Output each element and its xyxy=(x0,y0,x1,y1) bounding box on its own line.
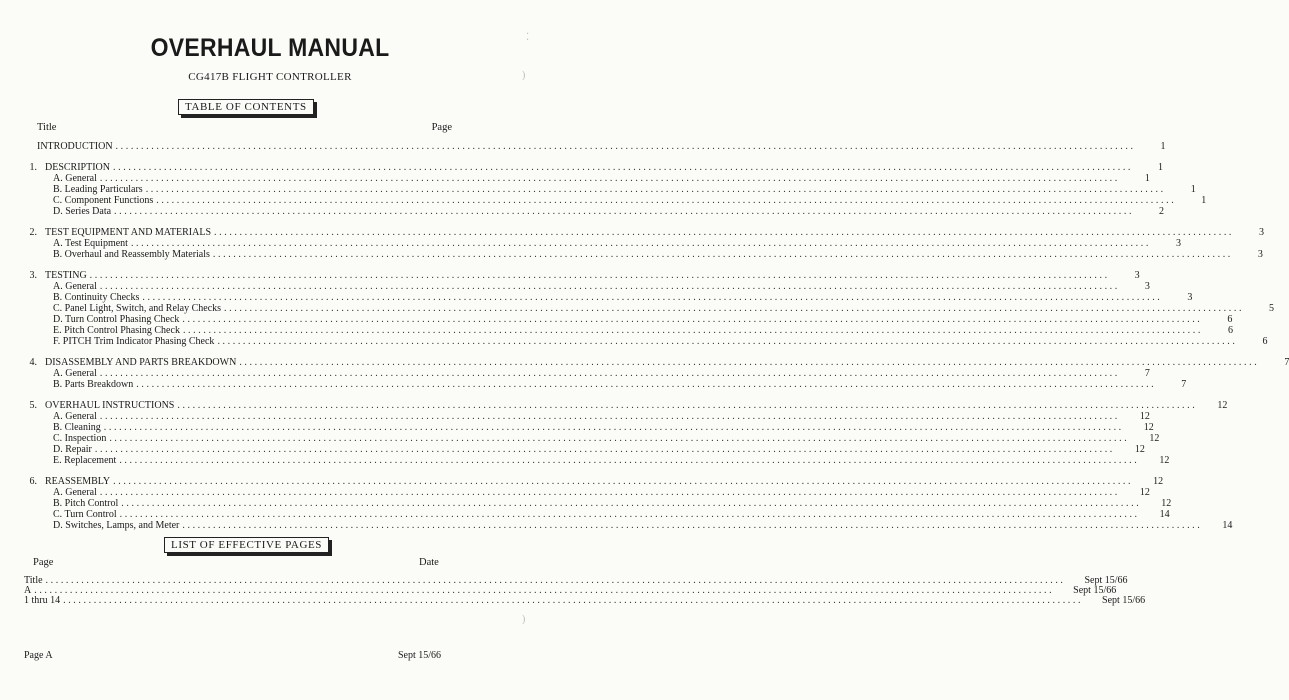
toc-entry-title: A. General xyxy=(53,281,97,292)
effective-page-date: Sept 15/66 xyxy=(1084,575,1128,586)
toc-entry-title: C. Component Functions xyxy=(53,195,154,206)
toc-section-row xyxy=(24,162,1164,173)
toc-entry-title: A. General xyxy=(53,368,97,379)
toc-entry-title: B. Cleaning xyxy=(53,422,101,433)
effective-leader-dots: ........................................................................................................................................................................................................ xyxy=(34,585,1055,596)
toc-page-number: 3 xyxy=(1144,281,1150,292)
toc-page-number: 12 xyxy=(1159,455,1170,466)
document-title: OVERHAUL MANUAL xyxy=(150,34,390,62)
toc-subsection-row xyxy=(24,195,1207,206)
effective-leader-dots: ........................................................................................................................................................................................................ xyxy=(63,595,1084,606)
toc-entry-title: DESCRIPTION xyxy=(45,162,111,173)
toc-entry-title: C. Inspection xyxy=(53,433,107,444)
toc-leader-dots: ........................................................................................................................................................................................................ xyxy=(109,433,1130,444)
toc-leader-dots: ........................................................................................................................................................................................................ xyxy=(99,368,1120,379)
scan-mark: ⁚ xyxy=(526,32,530,43)
toc-leader-dots: ........................................................................................................................................................................................................ xyxy=(217,336,1238,347)
toc-entry-title: B. Parts Breakdown xyxy=(53,379,134,390)
toc-page-number: 12 xyxy=(1153,476,1164,487)
toc-subsection-row xyxy=(24,520,1233,531)
toc-entry-title: C. Panel Light, Switch, and Relay Checks xyxy=(53,303,222,314)
toc-leader-dots: ........................................................................................................................................................................................................ xyxy=(94,444,1115,455)
toc-section-number: 1. xyxy=(29,162,37,173)
toc-entry-title: A. General xyxy=(53,411,97,422)
effective-pages-heading: LIST OF EFFECTIVE PAGES xyxy=(164,537,329,553)
toc-subsection-row xyxy=(24,433,1160,444)
toc-entry-title: OVERHAUL INSTRUCTIONS xyxy=(45,400,175,411)
toc-leader-dots: ........................................................................................................................................................................................................ xyxy=(224,303,1245,314)
toc-section-row xyxy=(24,476,1164,487)
toc-page-number: 7 xyxy=(1284,357,1289,368)
toc-section-row xyxy=(24,400,1228,411)
toc-page-number: 1 xyxy=(1144,173,1150,184)
toc-entry-title: B. Leading Particulars xyxy=(53,184,143,195)
toc-page-number: 6 xyxy=(1262,336,1268,347)
toc-section-number: 3. xyxy=(29,270,37,281)
toc-page-number: 3 xyxy=(1257,249,1263,260)
toc-page-number: 14 xyxy=(1159,509,1170,520)
toc-page-number: 12 xyxy=(1143,422,1154,433)
toc-section-row xyxy=(24,141,1166,152)
toc-leader-dots: ........................................................................................................................................................................................................ xyxy=(142,292,1163,303)
document-subtitle: CG417B FLIGHT CONTROLLER xyxy=(188,71,352,83)
toc-subsection-row xyxy=(24,422,1154,433)
effective-page-date: Sept 15/66 xyxy=(1073,585,1117,596)
toc-page-number: 1 xyxy=(1201,195,1207,206)
toc-leader-dots: ........................................................................................................................................................................................................ xyxy=(239,357,1260,368)
toc-leader-dots: ........................................................................................................................................................................................................ xyxy=(119,509,1140,520)
toc-page-number: 6 xyxy=(1227,314,1233,325)
toc-entry-title: E. Pitch Control Phasing Check xyxy=(53,325,180,336)
scan-mark: ) xyxy=(522,70,526,81)
toc-page-number: 12 xyxy=(1161,498,1172,509)
toc-subsection-row xyxy=(24,281,1150,292)
toc-page-number: 12 xyxy=(1134,444,1145,455)
toc-leader-dots: ........................................................................................................................................................................................................ xyxy=(113,162,1134,173)
toc-leader-dots: ........................................................................................................................................................................................................ xyxy=(99,281,1120,292)
toc-entry-title: INTRODUCTION xyxy=(37,141,113,152)
toc-section-row xyxy=(24,227,1265,238)
toc-leader-dots: ........................................................................................................................................................................................................ xyxy=(182,325,1203,336)
toc-entry-title: D. Repair xyxy=(53,444,92,455)
toc-entry-title: A. General xyxy=(53,173,97,184)
toc-subsection-row xyxy=(24,249,1263,260)
toc-subsection-row xyxy=(24,184,1196,195)
effective-page-row xyxy=(24,595,1146,606)
toc-leader-dots: ........................................................................................................................................................................................................ xyxy=(182,520,1203,531)
toc-entry-title: REASSEMBLY xyxy=(45,476,111,487)
toc-page-number: 6 xyxy=(1227,325,1233,336)
toc-section-number: 5. xyxy=(29,400,37,411)
toc-subsection-row xyxy=(24,368,1150,379)
toc-subsection-row xyxy=(24,303,1275,314)
toc-subsection-row xyxy=(24,379,1187,390)
footer-date: Sept 15/66 xyxy=(398,650,442,661)
toc-entry-title: B. Overhaul and Reassembly Materials xyxy=(53,249,210,260)
toc-subsection-row xyxy=(24,498,1172,509)
toc-subsection-row xyxy=(24,238,1181,249)
effective-page-label: A xyxy=(24,585,32,596)
toc-leader-dots: ........................................................................................................................................................................................................ xyxy=(212,249,1233,260)
scan-mark: ) xyxy=(522,614,526,625)
toc-leader-dots: ........................................................................................................................................................................................................ xyxy=(121,498,1142,509)
toc-section-number: 4. xyxy=(29,357,37,368)
toc-page-number: 3 xyxy=(1134,270,1140,281)
toc-page-number: 12 xyxy=(1217,400,1228,411)
toc-page-column-header: Page xyxy=(431,122,452,133)
toc-entry-title: C. Turn Control xyxy=(53,509,117,520)
toc-leader-dots: ........................................................................................................................................................................................................ xyxy=(145,184,1166,195)
toc-page-number: 3 xyxy=(1259,227,1265,238)
toc-subsection-row xyxy=(24,206,1165,217)
toc-leader-dots: ........................................................................................................................................................................................................ xyxy=(156,195,1177,206)
toc-entry-title: A. Test Equipment xyxy=(53,238,128,249)
toc-leader-dots: ........................................................................................................................................................................................................ xyxy=(103,422,1124,433)
toc-entry-title: A. General xyxy=(53,487,97,498)
toc-subsection-row xyxy=(24,173,1150,184)
toc-page-number: 7 xyxy=(1181,379,1187,390)
toc-leader-dots: ........................................................................................................................................................................................................ xyxy=(119,455,1140,466)
toc-entry-title: E. Replacement xyxy=(53,455,117,466)
effective-date-column-header: Date xyxy=(419,557,439,568)
toc-leader-dots: ........................................................................................................................................................................................................ xyxy=(99,173,1120,184)
toc-page-number: 1 xyxy=(1158,162,1164,173)
toc-leader-dots: ........................................................................................................................................................................................................ xyxy=(177,400,1198,411)
toc-leader-dots: ........................................................................................................................................................................................................ xyxy=(113,476,1134,487)
effective-page-column-header: Page xyxy=(33,557,54,568)
toc-subsection-row xyxy=(24,509,1170,520)
toc-leader-dots: ........................................................................................................................................................................................................ xyxy=(130,238,1151,249)
toc-subsection-row xyxy=(24,336,1268,347)
effective-page-label: Title xyxy=(24,575,43,586)
toc-page-number: 12 xyxy=(1139,411,1150,422)
effective-leader-dots: ........................................................................................................................................................................................................ xyxy=(45,575,1066,586)
toc-page-number: 14 xyxy=(1222,520,1233,531)
effective-page-label: 1 thru 14 xyxy=(24,595,61,606)
toc-leader-dots: ........................................................................................................................................................................................................ xyxy=(182,314,1203,325)
toc-page-number: 5 xyxy=(1269,303,1275,314)
toc-page-number: 12 xyxy=(1139,487,1150,498)
toc-subsection-row xyxy=(24,444,1145,455)
toc-page-number: 1 xyxy=(1160,141,1166,152)
toc-subsection-row xyxy=(24,314,1233,325)
toc-page-number: 3 xyxy=(1187,292,1193,303)
effective-page-date: Sept 15/66 xyxy=(1102,595,1146,606)
footer-page-label: Page A xyxy=(24,650,53,661)
toc-page-number: 12 xyxy=(1149,433,1160,444)
toc-section-row xyxy=(24,270,1140,281)
toc-entry-title: B. Continuity Checks xyxy=(53,292,140,303)
toc-entry-title: D. Series Data xyxy=(53,206,112,217)
toc-page-number: 1 xyxy=(1190,184,1196,195)
toc-title-column-header: Title xyxy=(37,122,57,133)
toc-entry-title: DISASSEMBLY AND PARTS BREAKDOWN xyxy=(45,357,237,368)
toc-leader-dots: ........................................................................................................................................................................................................ xyxy=(115,141,1136,152)
toc-entry-title: TEST EQUIPMENT AND MATERIALS xyxy=(45,227,212,238)
toc-entry-title: TESTING xyxy=(45,270,87,281)
toc-subsection-row xyxy=(24,487,1150,498)
toc-leader-dots: ........................................................................................................................................................................................................ xyxy=(99,487,1120,498)
toc-leader-dots: ........................................................................................................................................................................................................ xyxy=(136,379,1157,390)
toc-subsection-row xyxy=(24,411,1150,422)
toc-page-number: 2 xyxy=(1159,206,1165,217)
toc-subsection-row xyxy=(24,325,1233,336)
toc-subsection-row xyxy=(24,292,1193,303)
toc-leader-dots: ........................................................................................................................................................................................................ xyxy=(214,227,1235,238)
toc-section-number: 6. xyxy=(29,476,37,487)
toc-section-number: 2. xyxy=(29,227,37,238)
toc-entry-title: B. Pitch Control xyxy=(53,498,119,509)
toc-entry-title: D. Switches, Lamps, and Meter xyxy=(53,520,180,531)
toc-leader-dots: ........................................................................................................................................................................................................ xyxy=(99,411,1120,422)
toc-entry-title: F. PITCH Trim Indicator Phasing Check xyxy=(53,336,215,347)
toc-leader-dots: ........................................................................................................................................................................................................ xyxy=(89,270,1110,281)
toc-page-number: 3 xyxy=(1175,238,1181,249)
toc-subsection-row xyxy=(24,455,1170,466)
toc-entry-title: D. Turn Control Phasing Check xyxy=(53,314,180,325)
toc-page-number: 7 xyxy=(1144,368,1150,379)
toc-section-row xyxy=(24,357,1289,368)
toc-leader-dots: ........................................................................................................................................................................................................ xyxy=(114,206,1135,217)
toc-heading: TABLE OF CONTENTS xyxy=(178,99,314,115)
